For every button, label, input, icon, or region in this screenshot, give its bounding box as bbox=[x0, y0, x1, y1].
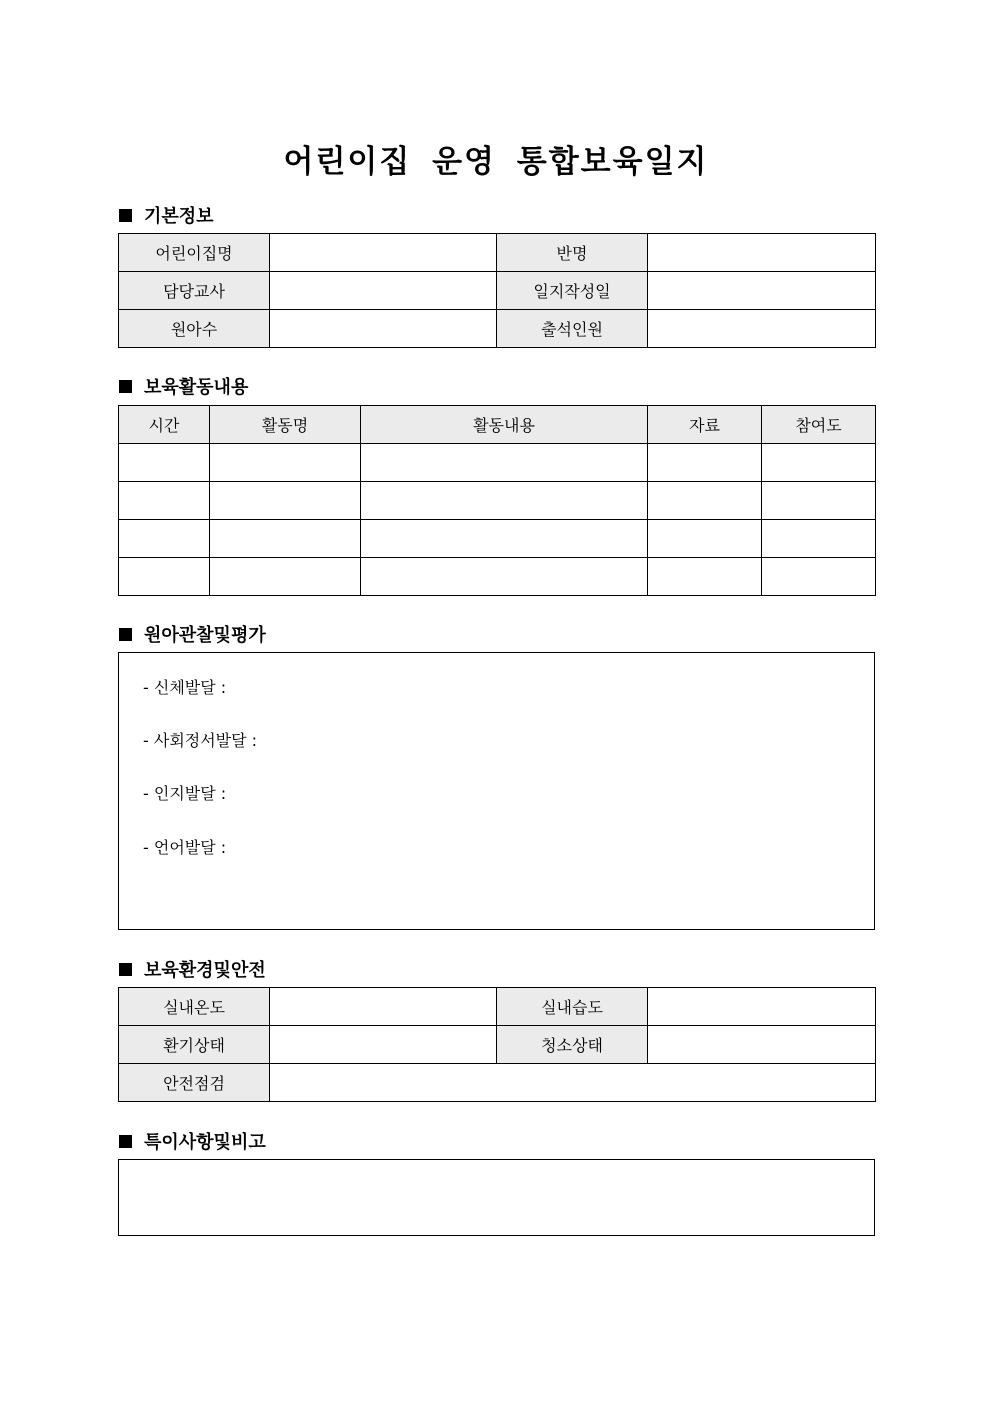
label-safety-check: 안전점검 bbox=[119, 1064, 270, 1102]
materials-cell[interactable] bbox=[648, 444, 762, 482]
table-row bbox=[119, 234, 876, 272]
child-count-field[interactable] bbox=[270, 310, 497, 348]
table-row bbox=[119, 482, 876, 520]
column-header-activity-name: 활동명 bbox=[210, 406, 361, 444]
time-cell[interactable] bbox=[119, 520, 210, 558]
label-daycare-name: 어린이집명 bbox=[119, 234, 270, 272]
section-heading-observation bbox=[119, 622, 266, 646]
square-bullet-icon bbox=[119, 628, 132, 641]
observation-language: - 언어발달 : bbox=[143, 838, 227, 857]
label-class-name: 반명 bbox=[497, 234, 648, 272]
table-row bbox=[119, 558, 876, 596]
activity-content-cell[interactable] bbox=[361, 558, 648, 596]
participation-cell[interactable] bbox=[762, 482, 876, 520]
log-date-field[interactable] bbox=[648, 272, 876, 310]
table-header-row bbox=[119, 406, 876, 444]
materials-cell[interactable] bbox=[648, 558, 762, 596]
class-name-field[interactable] bbox=[648, 234, 876, 272]
time-cell[interactable] bbox=[119, 482, 210, 520]
indoor-humidity-field[interactable] bbox=[648, 988, 876, 1026]
table-row bbox=[119, 520, 876, 558]
environment-table bbox=[118, 987, 876, 1102]
materials-cell[interactable] bbox=[648, 482, 762, 520]
section-heading-environment bbox=[119, 957, 266, 981]
square-bullet-icon bbox=[119, 209, 132, 222]
square-bullet-icon bbox=[119, 380, 132, 393]
daycare-name-field[interactable] bbox=[270, 234, 497, 272]
observation-box[interactable] bbox=[118, 652, 875, 930]
activity-content-cell[interactable] bbox=[361, 444, 648, 482]
column-header-participation: 참여도 bbox=[762, 406, 876, 444]
cleaning-field[interactable] bbox=[648, 1026, 876, 1064]
table-row bbox=[119, 988, 876, 1026]
participation-cell[interactable] bbox=[762, 520, 876, 558]
indoor-temp-field[interactable] bbox=[270, 988, 497, 1026]
section-heading-notes bbox=[119, 1129, 266, 1153]
activity-content-cell[interactable] bbox=[361, 482, 648, 520]
observation-social-emotional: - 사회정서발달 : bbox=[143, 731, 258, 750]
label-teacher: 담당교사 bbox=[119, 272, 270, 310]
notes-box[interactable] bbox=[118, 1159, 875, 1236]
table-row bbox=[119, 310, 876, 348]
section-title: 원아관찰및평가 bbox=[144, 625, 266, 646]
label-ventilation: 환기상태 bbox=[119, 1026, 270, 1064]
participation-cell[interactable] bbox=[762, 444, 876, 482]
column-header-activity-content: 활동내용 bbox=[361, 406, 648, 444]
participation-cell[interactable] bbox=[762, 558, 876, 596]
table-row bbox=[119, 1026, 876, 1064]
label-child-count: 원아수 bbox=[119, 310, 270, 348]
label-indoor-humidity: 실내습도 bbox=[497, 988, 648, 1026]
section-title: 특이사항및비고 bbox=[144, 1132, 266, 1153]
basic-info-table bbox=[118, 233, 876, 348]
activity-name-cell[interactable] bbox=[210, 520, 361, 558]
section-title: 보육활동내용 bbox=[144, 377, 249, 398]
ventilation-field[interactable] bbox=[270, 1026, 497, 1064]
section-heading-basic-info bbox=[119, 203, 214, 227]
table-row bbox=[119, 444, 876, 482]
section-heading-activities bbox=[119, 374, 248, 398]
activity-name-cell[interactable] bbox=[210, 444, 361, 482]
column-header-time: 시간 bbox=[119, 406, 210, 444]
label-log-date: 일지작성일 bbox=[497, 272, 648, 310]
table-row bbox=[119, 272, 876, 310]
label-indoor-temp: 실내온도 bbox=[119, 988, 270, 1026]
materials-cell[interactable] bbox=[648, 520, 762, 558]
time-cell[interactable] bbox=[119, 444, 210, 482]
observation-cognitive: - 인지발달 : bbox=[143, 784, 227, 803]
section-title: 보육환경및안전 bbox=[144, 960, 266, 981]
section-title: 기본정보 bbox=[144, 206, 214, 227]
activity-content-cell[interactable] bbox=[361, 520, 648, 558]
label-attendance: 출석인원 bbox=[497, 310, 648, 348]
activity-name-cell[interactable] bbox=[210, 558, 361, 596]
square-bullet-icon bbox=[119, 1135, 132, 1148]
label-cleaning: 청소상태 bbox=[497, 1026, 648, 1064]
time-cell[interactable] bbox=[119, 558, 210, 596]
observation-physical: - 신체발달 : bbox=[143, 678, 227, 697]
teacher-field[interactable] bbox=[270, 272, 497, 310]
safety-check-field[interactable] bbox=[270, 1064, 876, 1102]
attendance-field[interactable] bbox=[648, 310, 876, 348]
table-row bbox=[119, 1064, 876, 1102]
page-title: 어린이집 운영 통합보육일지 bbox=[283, 144, 709, 180]
activity-name-cell[interactable] bbox=[210, 482, 361, 520]
column-header-materials: 자료 bbox=[648, 406, 762, 444]
activities-table bbox=[118, 405, 876, 596]
square-bullet-icon bbox=[119, 963, 132, 976]
